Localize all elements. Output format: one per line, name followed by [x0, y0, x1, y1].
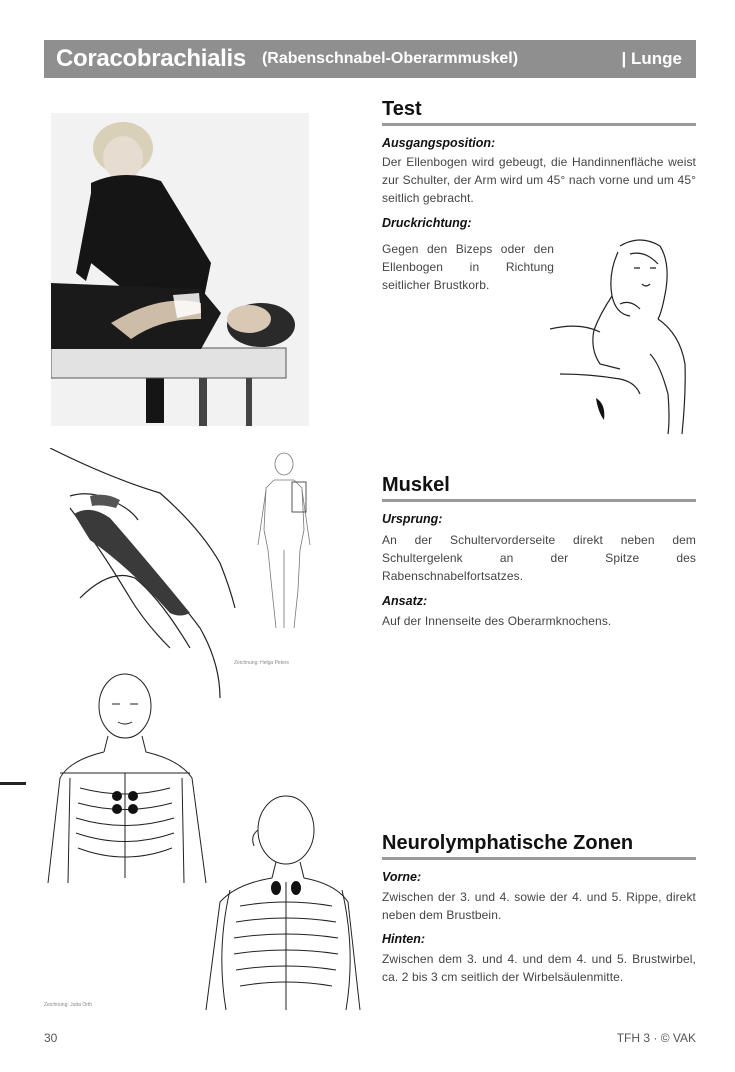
arm-test-drawing [550, 234, 700, 434]
pressure-direction-label: Druckrichtung: [382, 216, 472, 230]
front-zone-label: Vorne: [382, 870, 422, 884]
meridian-category: | Lunge [621, 49, 682, 68]
practitioner-face [103, 136, 143, 180]
test-heading: Test [382, 98, 696, 126]
zones-heading: Neurolymphatische Zonen [382, 832, 696, 860]
back-zone-dot [291, 881, 301, 895]
underarm-shading [596, 398, 604, 420]
back-zone-dot [271, 881, 281, 895]
test-photo [51, 113, 309, 426]
front-zone-text: Zwischen der 3. und 4. sowie der 4. und 5. Rippe, direkt neben dem Brustbein. [382, 890, 696, 922]
muscle-location-box [292, 482, 306, 512]
insertion-label: Ansatz: [382, 594, 428, 608]
front-skeleton-drawing [40, 668, 215, 883]
back-skeleton-drawing [196, 790, 366, 1010]
zones-drawing-credit: Zeichnung: Jutta Orth [44, 1002, 93, 1008]
muscle-title: Coracobrachialis [56, 45, 246, 72]
coracobrachialis-muscle [74, 510, 190, 616]
back-zone-label: Hinten: [382, 932, 426, 946]
page-header-bar [44, 40, 696, 78]
start-position-text: Der Ellenbogen wird gebeugt, die Handinnenfläche weist zur Schulter, der Arm wird um 45° nach vorne und um 45° seitlich gebracht. [382, 155, 696, 205]
muscle-anatomy-drawing [50, 448, 250, 698]
front-zone-dot [112, 791, 122, 801]
start-position-label: Ausgangsposition: [382, 136, 496, 150]
muscle-subtitle: (Rabenschnabel-Oberarmmuskel) [261, 50, 519, 67]
subject-face [227, 305, 271, 333]
body-reference-figure [252, 450, 318, 630]
copyright-note: TFH 3 · © VAK [616, 1031, 696, 1045]
treatment-table [51, 348, 286, 378]
pressure-direction-text: Gegen den Bizeps oder den Ellenbogen in Richtung seitlicher Brustkorb. [382, 242, 554, 292]
front-zone-dot [128, 804, 138, 814]
front-zone-dot [112, 804, 122, 814]
scan-edge-mark [0, 782, 26, 785]
back-zone-text: Zwischen dem 3. und 4. und dem 4. und 5. Brustwirbel, ca. 2 bis 3 cm seitlich der Wirbelsäulenmitte. [382, 952, 696, 984]
front-zone-dot [128, 791, 138, 801]
origin-text: An der Schultervorderseite direkt neben dem Schultergelenk an der Spitze des Rabenschnabelfortsatzes. [382, 533, 696, 583]
origin-label: Ursprung: [382, 512, 443, 526]
insertion-text: Auf der Innenseite des Oberarmknochens. [382, 614, 612, 628]
muscle-heading: Muskel [382, 474, 696, 502]
muscle-drawing-credit: Zeichnung: Helga Peters [234, 660, 290, 666]
page-number: 30 [44, 1031, 58, 1045]
